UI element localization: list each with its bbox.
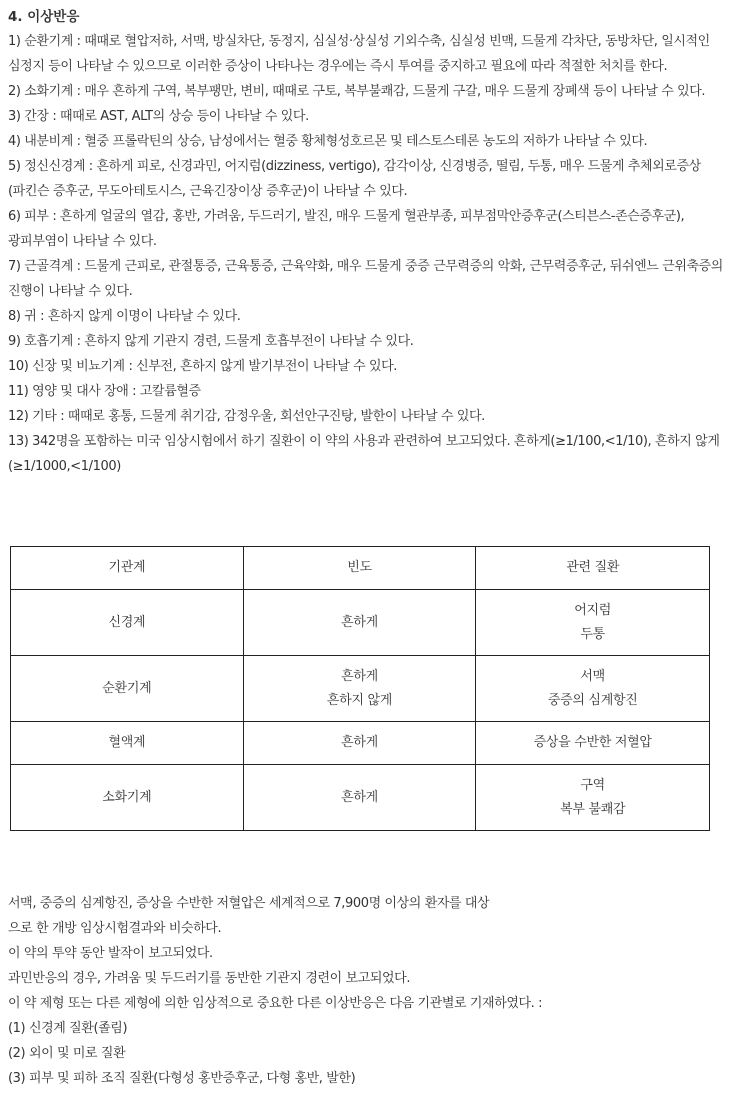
effect-item-musculoskeletal: 7) 근골격계 : 드물게 근피로, 관절통증, 근육통증, 근육약화, 매우 드물게 중증 근무력증의 악화, 근무력증후군, 뒤쉬엔느 근위축증의 진행이 나타날 수 있다. (8, 259, 723, 299)
frequency-text: 흔하게 (341, 735, 378, 750)
table-cell-disease (476, 765, 710, 831)
effect-item-respiratory: 9) 호흡기계 : 흔하지 않게 기관지 경련, 드물게 호흡부전이 나타날 수 있다. (8, 334, 414, 349)
table-row (11, 765, 710, 831)
note-line: 으로 한 개방 임상시험결과와 비슷하다. (8, 921, 222, 936)
table-cell-frequency (243, 722, 476, 765)
effect-item-endocrine: 4) 내분비계 : 혈중 프롤락틴의 상승, 남성에서는 혈중 황체형성호르몬 및 테스토스테론 농도의 저하가 나타날 수 있다. (8, 134, 648, 149)
table-cell-frequency (243, 590, 476, 656)
disease-text: 복부 불쾌감 (560, 801, 626, 817)
table-header-disease: 관련 질환 (476, 547, 710, 590)
table-cell-organ: 혈액계 (11, 722, 244, 765)
frequency-text: 흔하게 (341, 668, 378, 684)
disease-text: 두통 (580, 626, 605, 642)
effect-item-renal-urinary: 10) 신장 및 비뇨기계 : 신부전, 흔하지 않게 발기부전이 나타날 수 있다. (8, 359, 398, 374)
document-body (8, 7, 723, 479)
table-header-frequency: 빈도 (243, 547, 476, 590)
additional-notes (8, 891, 723, 1091)
note-line: 이 약의 투약 동안 발작이 보고되었다. (8, 946, 213, 961)
note-line: (1) 신경계 질환(졸림) (8, 1021, 128, 1036)
effect-item-ear: 8) 귀 : 흔하지 않게 이명이 나타날 수 있다. (8, 309, 241, 324)
effect-item-neuropsychiatric: 5) 정신신경계 : 흔하게 피로, 신경과민, 어지럼(dizziness, vertigo), 감각이상, 신경병증, 떨림, 두통, 매우 드물게 추체외로증상(파킨슨 증후군, 무도아테토시스, 근육긴장이상 증후군)이 나타날 수 있다. (8, 159, 701, 199)
table-cell-frequency (243, 765, 476, 831)
note-line: 서맥, 중증의 심계항진, 증상을 수반한 저혈압은 세계적으로 7,900명 이상의 환자를 대상 (8, 896, 490, 911)
note-line: 과민반응의 경우, 가려움 및 두드러기를 동반한 기관지 경련이 보고되었다. (8, 971, 411, 986)
effect-item-skin: 6) 피부 : 흔하게 얼굴의 열감, 홍반, 가려움, 두드러기, 발진, 매우 드물게 혈관부종, 피부점막안증후군(스티븐스-존슨증후군), 광피부염이 나타날 수 있다. (8, 209, 685, 249)
table-cell-organ: 신경계 (11, 590, 244, 656)
table-row (11, 722, 710, 765)
table-cell-organ: 소화기계 (11, 765, 244, 831)
effect-item-metabolism: 11) 영양 및 대사 장애 : 고칼륨혈증 (8, 384, 201, 399)
effect-item-liver: 3) 간장 : 때때로 AST, ALT의 상승 등이 나타날 수 있다. (8, 109, 309, 124)
effect-item-us-clinical-trial: 13) 342명을 포함하는 미국 임상시험에서 하기 질환이 이 약의 사용과 관련하여 보고되었다. 흔하게(≥1/100,<1/10), 흔하지 않게(≥1/1000,<1/100) (8, 434, 720, 474)
table-header-organ: 기관계 (11, 547, 244, 590)
frequency-text: 흔하게 (341, 614, 378, 630)
disease-text: 서맥 (580, 668, 605, 684)
section-title: 4. 이상반응 (8, 9, 80, 25)
note-line: (3) 피부 및 피하 조직 질환(다형성 홍반증후군, 다형 홍반, 발한) (8, 1071, 356, 1086)
disease-text: 어지럼 (574, 602, 612, 618)
table-cell-frequency (243, 656, 476, 722)
table-cell-disease (476, 590, 710, 656)
note-line: (2) 외이 및 미로 질환 (8, 1046, 126, 1061)
frequency-table-container (10, 546, 710, 831)
table-row (11, 656, 710, 722)
table-cell-organ: 순환기계 (11, 656, 244, 722)
effect-item-cardiovascular: 1) 순환기계 : 때때로 혈압저하, 서맥, 방실차단, 동정지, 심실성·상실성 기외수축, 심실성 빈맥, 드물게 각차단, 동방차단, 일시적인 심정지 등이 나타날 수 있으므로 이러한 증상이 나타나는 경우에는 즉시 투여를 중지하고 필요에 따라 적절한 처치를 한다. (8, 34, 710, 74)
table-cell-disease (476, 656, 710, 722)
table-row (11, 590, 710, 656)
frequency-text: 흔하지 않게 (326, 692, 393, 708)
disease-text: 중증의 심계항진 (547, 692, 638, 708)
disease-text: 증상을 수반한 저혈압 (533, 735, 652, 750)
disease-text: 구역 (580, 777, 605, 793)
adverse-effects-list (8, 29, 723, 479)
effect-item-other: 12) 기타 : 때때로 홍통, 드물게 취기감, 감정우울, 회선안구진탕, 발한이 나타날 수 있다. (8, 409, 485, 424)
note-line: 이 약 제형 또는 다른 제형에 의한 임상적으로 중요한 다른 이상반응은 다음 기관별로 기재하였다. : (8, 996, 543, 1011)
table-cell-disease (476, 722, 710, 765)
table-header-row (11, 547, 710, 590)
frequency-text: 흔하게 (341, 789, 378, 805)
frequency-table (10, 546, 710, 831)
effect-item-digestive: 2) 소화기계 : 매우 흔하게 구역, 복부팽만, 변비, 때때로 구토, 복부불쾌감, 드물게 구갈, 매우 드물게 장폐색 등이 나타날 수 있다. (8, 84, 706, 99)
